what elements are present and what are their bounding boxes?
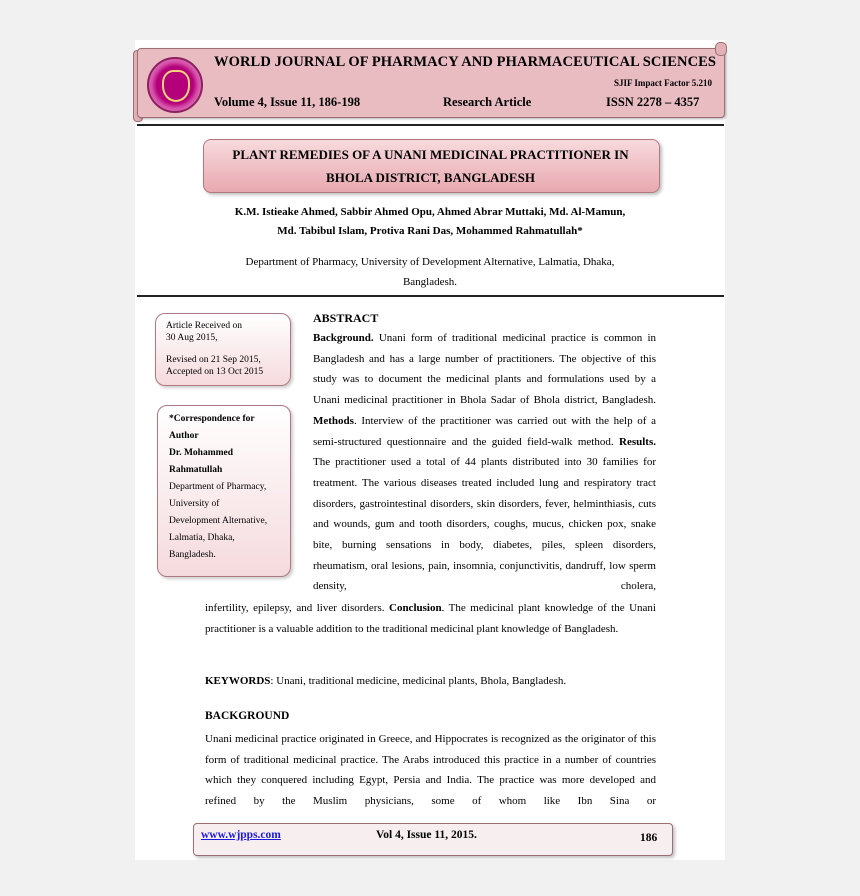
abstract-body [313,328,656,597]
correspondence-heading-2: Author [169,431,199,441]
header-divider [137,124,724,126]
page-number: 186 [640,832,658,844]
conclusion-text: . The medicinal plant knowledge of the Unani practitioner is a valuable addition to the traditional medicinal plant knowledge of Bangladesh. [205,602,656,635]
article-type: Research Article [443,95,532,109]
abstract-heading: ABSTRACT [313,311,379,325]
banner-scroll-right [715,42,727,56]
article-title [203,143,658,189]
title-line-2: BHOLA DISTRICT, BANGLADESH [326,170,535,185]
received-label: Article Received on [166,321,242,331]
correspondence-address-1: Department of Pharmacy, [169,482,267,492]
affiliation-line-1: Department of Pharmacy, University of Development Alternative, Lalmatia, Dhaka, [245,256,615,268]
correspondence [169,411,281,564]
correspondence-name: Dr. Mohammed [169,448,234,458]
received-dates [166,320,242,344]
methods-text: . Interview of the practitioner was carried out with the help of a semi-structured questionnaire and the guided field-walk method. [313,414,656,448]
results-text: The practitioner used a total of 44 plants distributed into 30 families for treatment. The various diseases treated included lung and respiratory tract disorders, gastrointestinal disorders, skin disorders, fever, helminthiasis, cuts and wounds, gum and tooth disorders, coughs, mucus, chicken pox, snake bite, burning sensations in body, diabetes, piles, spleen disorders, rheumatism, oral lesions, pain, insomnia, conjunctivitis, dandruff, low sperm density, cholera, [313,456,656,593]
correspondence-name-2: Rahmatullah [169,465,223,475]
keywords-label: KEYWORDS [205,675,271,687]
authors-line-1: K.M. Istieake Ahmed, Sabbir Ahmed Opu, Ahmed Abrar Muttaki, Md. Al-Mamun, [234,206,626,218]
journal-logo-icon [147,57,203,113]
volume-info: Volume 4, Issue 11, 186-198 [214,95,361,109]
correspondence-heading: *Correspondence for [169,414,255,424]
accepted-date: Accepted on 13 Oct 2015 [166,367,264,377]
correspondence-address-2: University of [169,499,220,509]
affiliation [200,252,660,292]
background-heading: BACKGROUND [205,710,290,722]
correspondence-address-5: Bangladesh. [169,550,216,560]
background-body: Unani medicinal practice originated in Greece, and Hippocrates is recognized as the originator of this form of traditional medicinal practice. The Arabs introduced this practice in a number of countries which they conquered including Egypt, Persia and India. The practice was more developed and refined by the Muslim physicians, some of whom like Ibn Sina or [205,733,656,808]
journal-name: WORLD JOURNAL OF PHARMACY AND PHARMACEUTICAL SCIENCES [214,54,717,70]
footer-url-link[interactable]: www.wjpps.com [201,829,281,841]
authors [190,203,670,241]
received-date: 30 Aug 2015, [166,333,218,343]
continued-text: infertility, epilepsy, and liver disorders. [205,602,389,614]
keywords-text: : Unani, traditional medicine, medicinal plants, Bhola, Bangladesh. [270,675,567,687]
title-divider [137,295,724,297]
abstract-continued [205,598,656,639]
issn: ISSN 2278 – 4357 [606,95,700,109]
keywords [205,675,656,687]
background-label: Background. [313,332,374,344]
methods-label: Methods [313,414,354,427]
footer-volume: Vol 4, Issue 11, 2015. [376,829,477,841]
revised-accepted [166,354,263,378]
background-text: Unani form of traditional medicinal practice is common in Bangladesh and has a large number of practitioners. The objective of this study was to document the medicinal plants and formulations used by a Unani medicinal practitioner in Bhola Sadar of Bhola district, Bangladesh. [313,332,656,407]
affiliation-line-2: Bangladesh. [402,276,458,288]
revised-date: Revised on 21 Sep 2015, [166,355,261,365]
correspondence-address-3: Development Alternative, [169,516,268,526]
title-line-1: PLANT REMEDIES OF A UNANI MEDICINAL PRACTITIONER IN [232,147,629,162]
impact-factor: SJIF Impact Factor 5.210 [614,78,712,88]
results-label: Results. [619,435,656,448]
correspondence-address-4: Lalmatia, Dhaka, [169,533,235,543]
authors-line-2: Md. Tabibul Islam, Protiva Rani Das, Mohammed Rahmatullah* [277,225,583,237]
conclusion-label: Conclusion [389,602,442,614]
